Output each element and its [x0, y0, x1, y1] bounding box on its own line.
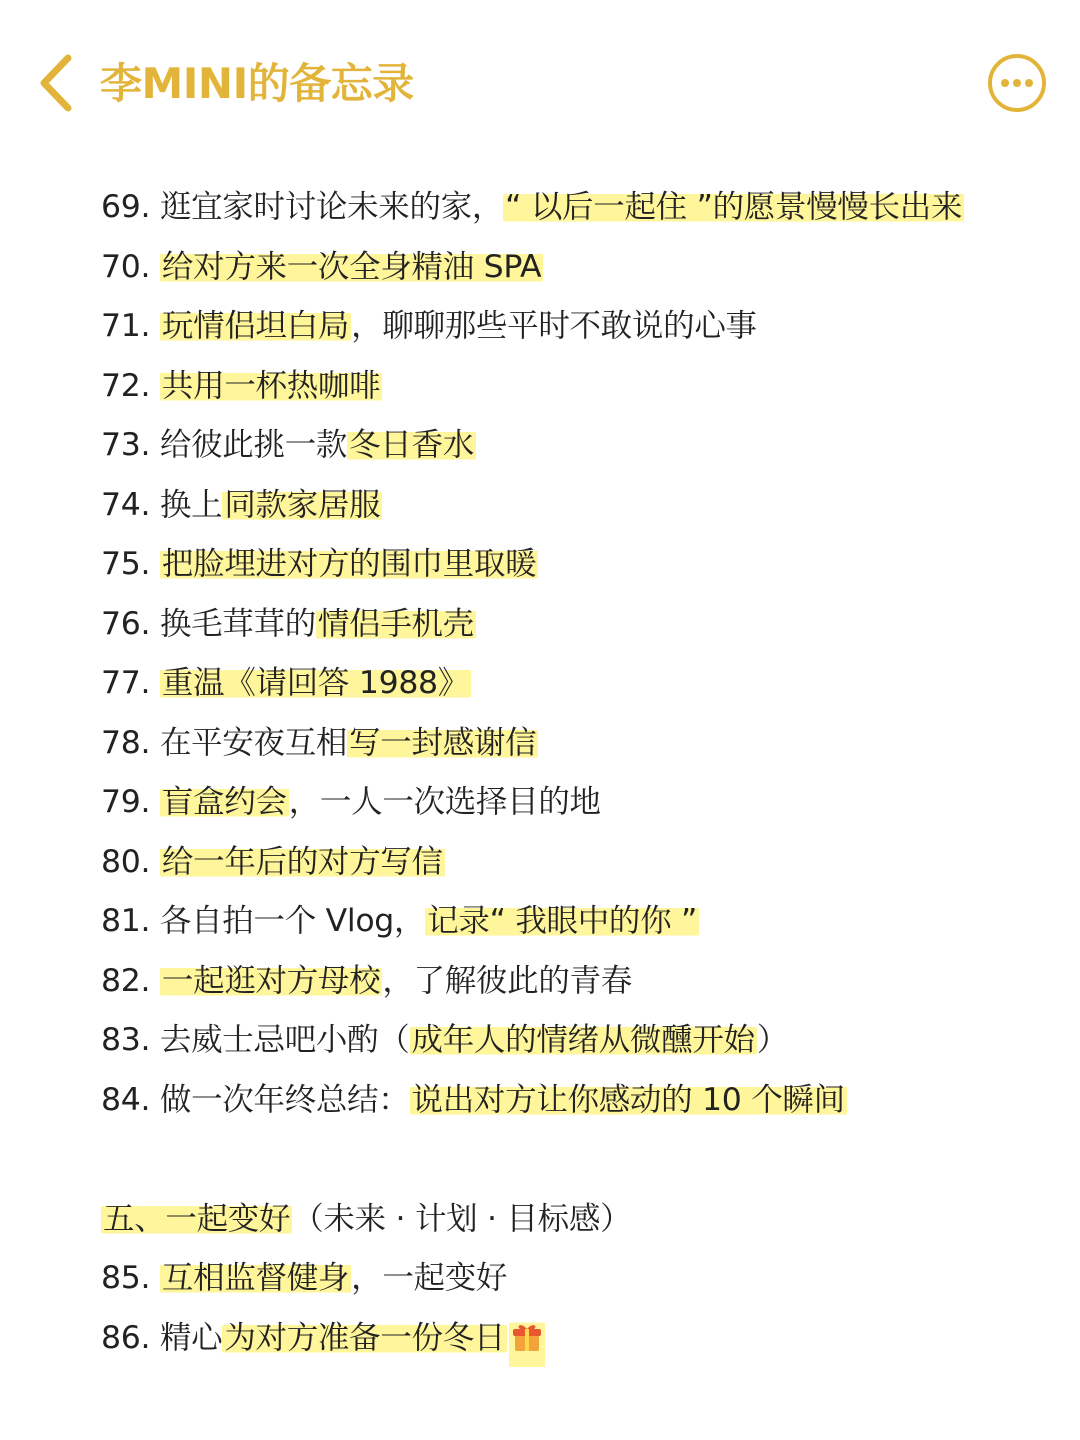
note-text: （未来 · 计划 · 目标感）	[292, 1200, 632, 1237]
note-line	[101, 773, 1061, 833]
chevron-left-icon	[32, 50, 82, 116]
highlighted-text: 给对方来一次全身精油 SPA	[161, 248, 542, 285]
note-line	[101, 238, 1061, 298]
highlighted-text: 记录“ 我眼中的你 ”	[427, 903, 698, 939]
highlighted-text: 五、一起变好	[103, 1200, 291, 1237]
note-text: 74. 换上	[101, 486, 223, 523]
highlighted-text: 说出对方让你感动的 10 个瞬间	[411, 1081, 845, 1118]
more-circle-icon	[986, 52, 1048, 114]
gift-icon	[509, 1314, 545, 1374]
note-line	[101, 595, 1061, 655]
note-line	[101, 416, 1061, 476]
note-text: 70.	[101, 248, 160, 285]
note-text: 73. 给彼此挑一款	[101, 427, 348, 463]
highlighted-text: 重温《请回答 1988》	[161, 665, 470, 701]
highlighted-text: 冬日香水	[349, 427, 474, 463]
note-line	[101, 714, 1061, 774]
note-text: ，了解彼此的青春	[382, 962, 632, 999]
note-text: 86. 精心	[101, 1319, 223, 1356]
note-text: 79.	[101, 784, 160, 820]
note-text: 72.	[101, 367, 160, 404]
note-text: 80.	[101, 843, 160, 880]
highlighted-text: 共用一杯热咖啡	[161, 367, 381, 404]
note-body[interactable]	[101, 178, 1061, 1368]
note-line	[101, 535, 1061, 595]
note-text: ，一人一次选择目的地	[288, 784, 601, 820]
note-text: 81. 各自拍一个 Vlog，	[101, 903, 426, 939]
note-text: 84. 做一次年终总结：	[101, 1081, 410, 1118]
note-text: 82.	[101, 962, 160, 999]
back-button[interactable]	[32, 50, 82, 116]
note-text: 76. 换毛茸茸的	[101, 605, 316, 642]
note-line	[101, 1011, 1061, 1071]
note-line	[101, 297, 1061, 357]
note-text: 85.	[101, 1260, 160, 1296]
highlighted-text: 盲盒约会	[161, 784, 287, 820]
note-line	[101, 1190, 1061, 1250]
note-text: 78. 在平安夜互相	[101, 724, 348, 761]
highlighted-text: 互相监督健身	[161, 1260, 350, 1296]
note-line	[101, 833, 1061, 893]
page-title: 李MINI的备忘录	[100, 59, 414, 108]
highlighted-text: 为对方准备一份冬日	[224, 1319, 506, 1356]
note-line	[101, 178, 1061, 238]
note-line	[101, 654, 1061, 714]
note-line	[101, 952, 1061, 1012]
note-line	[101, 1309, 1061, 1369]
note-text: ）	[756, 1022, 788, 1058]
note-line	[101, 892, 1061, 952]
note-text: 69. 逛宜家时讨论未来的家，	[101, 189, 504, 225]
header-bar	[0, 0, 1080, 170]
highlighted-text: 同款家居服	[224, 486, 381, 523]
note-line	[101, 1071, 1061, 1131]
note-text: 77.	[101, 665, 160, 701]
blank-line	[101, 1130, 1061, 1190]
note-line	[101, 476, 1061, 536]
note-text: 83. 去威士忌吧小酌（	[101, 1022, 410, 1058]
note-line	[101, 1249, 1061, 1309]
highlighted-text: 成年人的情绪从微醺开始	[411, 1022, 755, 1058]
highlighted-text: 把脸埋进对方的围巾里取暖	[161, 546, 537, 582]
note-text: 71.	[101, 308, 160, 344]
note-text: 75.	[101, 546, 160, 582]
highlighted-text: 一起逛对方母校	[161, 962, 381, 999]
note-line	[101, 357, 1061, 417]
note-text: ，一起变好	[351, 1260, 508, 1296]
highlighted-text: 写一封感谢信	[349, 724, 537, 761]
more-button[interactable]	[986, 52, 1048, 114]
highlighted-text: “ 以后一起住 ”的愿景慢慢长出来	[505, 189, 963, 225]
highlighted-text: 情侣手机壳	[317, 605, 474, 642]
highlighted-text: 玩情侣坦白局	[161, 308, 350, 344]
highlighted-text: 给一年后的对方写信	[161, 843, 443, 880]
note-text: ，聊聊那些平时不敢说的心事	[351, 308, 757, 344]
